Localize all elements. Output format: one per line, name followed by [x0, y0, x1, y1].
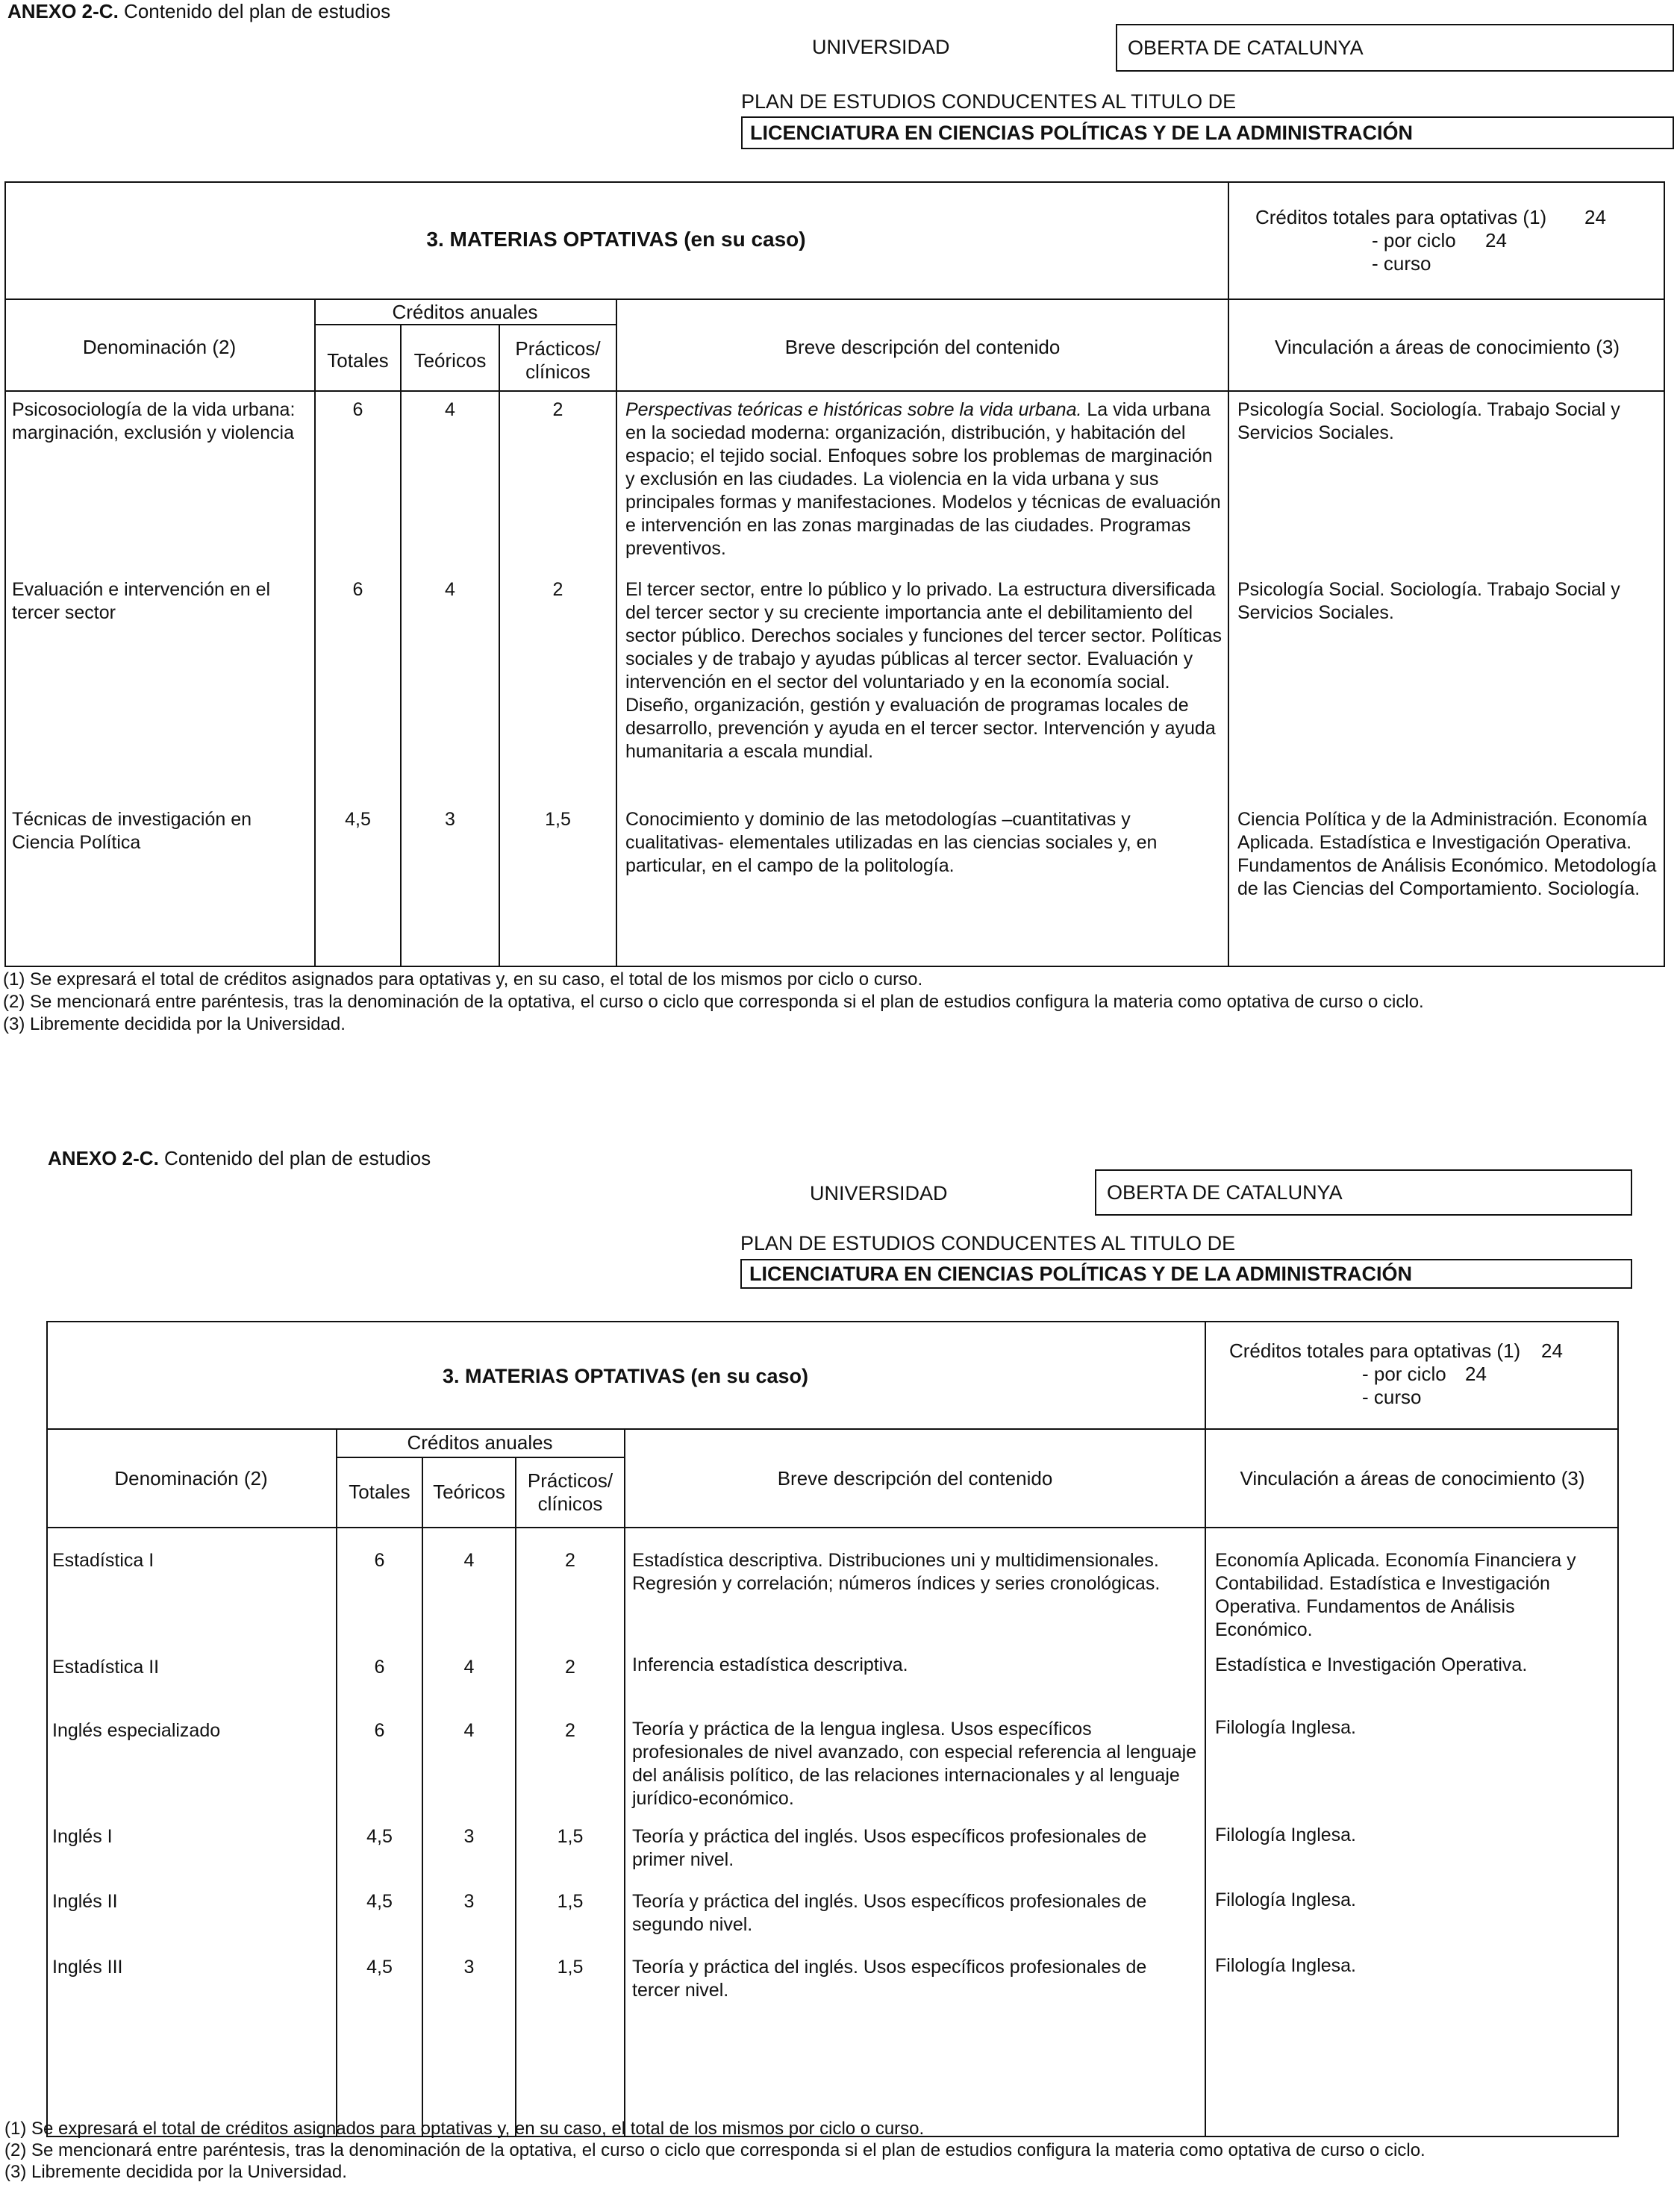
row-areas: Filología Inglesa. — [1215, 1889, 1357, 1910]
row-totales: 4,5 — [366, 1826, 393, 1847]
row-practicos: 1,5 — [545, 809, 571, 830]
row-areas: Ciencia Política y de la Administración. Economía Aplicada. Estadística e Investigación Operativa. Fundamentos de Análisis Económico. Metodología de las Ciencias del Comportamiento. Sociología. — [1237, 809, 1657, 899]
row-teoricos: 3 — [463, 1957, 475, 1978]
plan-label: PLAN DE ESTUDIOS CONDUCENTES AL TITULO DE — [741, 90, 1237, 113]
row-name: Inglés especializado — [52, 1720, 221, 1741]
header-creditos-anuales: Créditos anuales — [392, 301, 538, 323]
row-name: Inglés I — [52, 1826, 113, 1847]
degree-box: LICENCIATURA EN CIENCIAS POLÍTICAS Y DE LA ADMINISTRACIÓN — [741, 116, 1674, 149]
row-description: Teoría y práctica del inglés. Usos específicos profesionales de segundo nivel. — [632, 1891, 1147, 1935]
header-totales: Totales — [349, 1481, 410, 1503]
row-teoricos: 3 — [463, 1891, 475, 1912]
table-title: 3. MATERIAS OPTATIVAS (en su caso) — [442, 1365, 809, 1387]
header-descripcion: Breve descripción del contenido — [777, 1467, 1053, 1490]
row-areas: Estadística e Investigación Operativa. — [1215, 1654, 1528, 1675]
row-name: Estadística I — [52, 1550, 154, 1571]
row-teoricos: 4 — [463, 1657, 475, 1678]
row-practicos: 2 — [552, 579, 563, 600]
row-teoricos: 3 — [463, 1826, 475, 1847]
row-description: Teoría y práctica de la lengua inglesa. Usos específicos profesionales de nivel avanzado, con especial referencia al lenguaje del análisis político, de las relaciones internacionales y al lenguaje jurídico-económico. — [632, 1719, 1197, 1809]
row-description: El tercer sector, entre lo público y lo privado. La estructura diversificada del tercer sector y su creciente importancia ante el debilitamiento del sector público. Derechos sociales y funciones del tercer sector. Políticas sociales y de trabajo y ayudas públicas al tercer sector. Evaluación y intervención en el sector del voluntariado y en la economía social. Diseño, organización, gestión y evaluación de programas locales de desarrollo, prevención y ayuda en el tercer sector. Intervención y ayuda humanitaria a escala mundial. — [625, 579, 1222, 762]
plan-label: PLAN DE ESTUDIOS CONDUCENTES AL TITULO DE — [740, 1232, 1236, 1254]
header-teoricos: Teóricos — [433, 1481, 505, 1503]
row-description: Estadística descriptiva. Distribuciones uni y multidimensionales. Regresión y correlación; números índices y series cronológicas. — [632, 1550, 1161, 1594]
header-practicos: Prácticos/ clínicos — [527, 1469, 613, 1515]
degree-box: LICENCIATURA EN CIENCIAS POLÍTICAS Y DE LA ADMINISTRACIÓN — [740, 1259, 1632, 1289]
row-totales: 6 — [374, 1720, 385, 1741]
row-description: Teoría y práctica del inglés. Usos específicos profesionales de tercer nivel. — [632, 1957, 1147, 2001]
row-practicos: 2 — [565, 1550, 575, 1571]
row-teoricos: 4 — [445, 579, 455, 600]
row-name: Psicosociología de la vida urbana: marginación, exclusión y violencia — [12, 399, 296, 443]
row-totales: 4,5 — [366, 1891, 393, 1912]
row-totales: 6 — [374, 1657, 385, 1678]
row-teoricos: 4 — [445, 399, 455, 420]
row-description: Inferencia estadística descriptiva. — [632, 1654, 908, 1675]
university-label: UNIVERSIDAD — [810, 1182, 948, 1204]
row-areas: Filología Inglesa. — [1215, 1825, 1357, 1845]
row-name: Inglés II — [52, 1891, 118, 1912]
footnote-3: (3) Libremente decidida por la Universidad. — [4, 2162, 347, 2182]
university-label: UNIVERSIDAD — [812, 36, 950, 58]
header-practicos: Prácticos/ clínicos — [515, 337, 601, 383]
footnote-1: (1) Se expresará el total de créditos asignados para optativas y, en su caso, el total de los mismos por ciclo o curso. — [3, 969, 923, 990]
row-areas: Psicología Social. Sociología. Trabajo Social y Servicios Sociales. — [1237, 399, 1620, 443]
footnote-1: (1) Se expresará el total de créditos asignados para optativas y, en su caso, el total de los mismos por ciclo o curso. — [4, 2119, 925, 2139]
university-name-box: OBERTA DE CATALUNYA — [1095, 1169, 1632, 1216]
footnote-2: (2) Se mencionará entre paréntesis, tras la denominación de la optativa, el curso o ciclo que corresponda si el plan de estudios configura la materia como optativa de curso o ciclo. — [3, 992, 1424, 1012]
row-description: Perspectivas teóricas e históricas sobre la vida urbana. La vida urbana en la sociedad moderna: organización, distribución, y habitación del espacio; el tejido social. Enfoques sobre los problemas de marginación y exclusión en las ciudades. La violencia en la vida urbana y sus principales formas y manifestaciones. Modelos y técnicas de evaluación e intervención en las zonas marginadas de las ciudades. Programas preventivos. — [625, 399, 1221, 559]
row-totales: 6 — [352, 399, 363, 420]
row-description: Teoría y práctica del inglés. Usos específicos profesionales de primer nivel. — [632, 1826, 1147, 1870]
header-denominacion: Denominación (2) — [114, 1467, 268, 1490]
row-areas: Psicología Social. Sociología. Trabajo Social y Servicios Sociales. — [1237, 579, 1620, 623]
table-title: 3. MATERIAS OPTATIVAS (en su caso) — [426, 228, 806, 251]
row-totales: 4,5 — [366, 1957, 393, 1978]
row-areas: Filología Inglesa. — [1215, 1955, 1357, 1976]
row-totales: 6 — [374, 1550, 385, 1571]
row-practicos: 2 — [565, 1657, 575, 1678]
footnote-2: (2) Se mencionará entre paréntesis, tras la denominación de la optativa, el curso o ciclo que corresponda si el plan de estudios configura la materia como optativa de curso o ciclo. — [4, 2140, 1425, 2160]
row-practicos: 2 — [552, 399, 563, 420]
header-vinculacion: Vinculación a áreas de conocimiento (3) — [1240, 1467, 1585, 1490]
row-totales: 4,5 — [345, 809, 371, 830]
row-areas: Economía Aplicada. Economía Financiera y Contabilidad. Estadística e Investigación Operativa. Fundamentos de Análisis Económico. — [1215, 1550, 1576, 1640]
row-practicos: 1,5 — [557, 1891, 584, 1912]
row-name: Evaluación e intervención en el tercer sector — [12, 579, 271, 623]
row-description: Conocimiento y dominio de las metodologías –cuantitativas y cualitativas- elementales utilizadas en las ciencias sociales y, en particular, en el campo de la politología. — [625, 809, 1158, 876]
row-teoricos: 3 — [445, 809, 455, 830]
row-teoricos: 4 — [463, 1720, 475, 1741]
footnote-3: (3) Libremente decidida por la Universidad. — [3, 1014, 346, 1034]
row-practicos: 1,5 — [557, 1957, 584, 1978]
row-areas: Filología Inglesa. — [1215, 1717, 1357, 1738]
annex-heading: ANEXO 2-C. Contenido del plan de estudios — [48, 1147, 431, 1169]
row-name: Estadística II — [52, 1657, 160, 1678]
row-name: Técnicas de investigación en Ciencia Política — [12, 809, 252, 853]
header-vinculacion: Vinculación a áreas de conocimiento (3) — [1274, 336, 1620, 358]
header-totales: Totales — [327, 349, 389, 372]
header-creditos-anuales: Créditos anuales — [407, 1431, 553, 1454]
annex-heading: ANEXO 2-C. Contenido del plan de estudios — [7, 0, 391, 22]
header-descripcion: Breve descripción del contenido — [784, 336, 1061, 358]
row-practicos: 2 — [565, 1720, 575, 1741]
header-denominacion: Denominación (2) — [82, 336, 237, 358]
row-teoricos: 4 — [463, 1550, 475, 1571]
university-name-box: OBERTA DE CATALUNYA — [1116, 24, 1674, 72]
row-name: Inglés III — [52, 1957, 123, 1978]
header-teoricos: Teóricos — [413, 349, 487, 372]
row-practicos: 1,5 — [557, 1826, 584, 1847]
row-totales: 6 — [352, 579, 363, 600]
